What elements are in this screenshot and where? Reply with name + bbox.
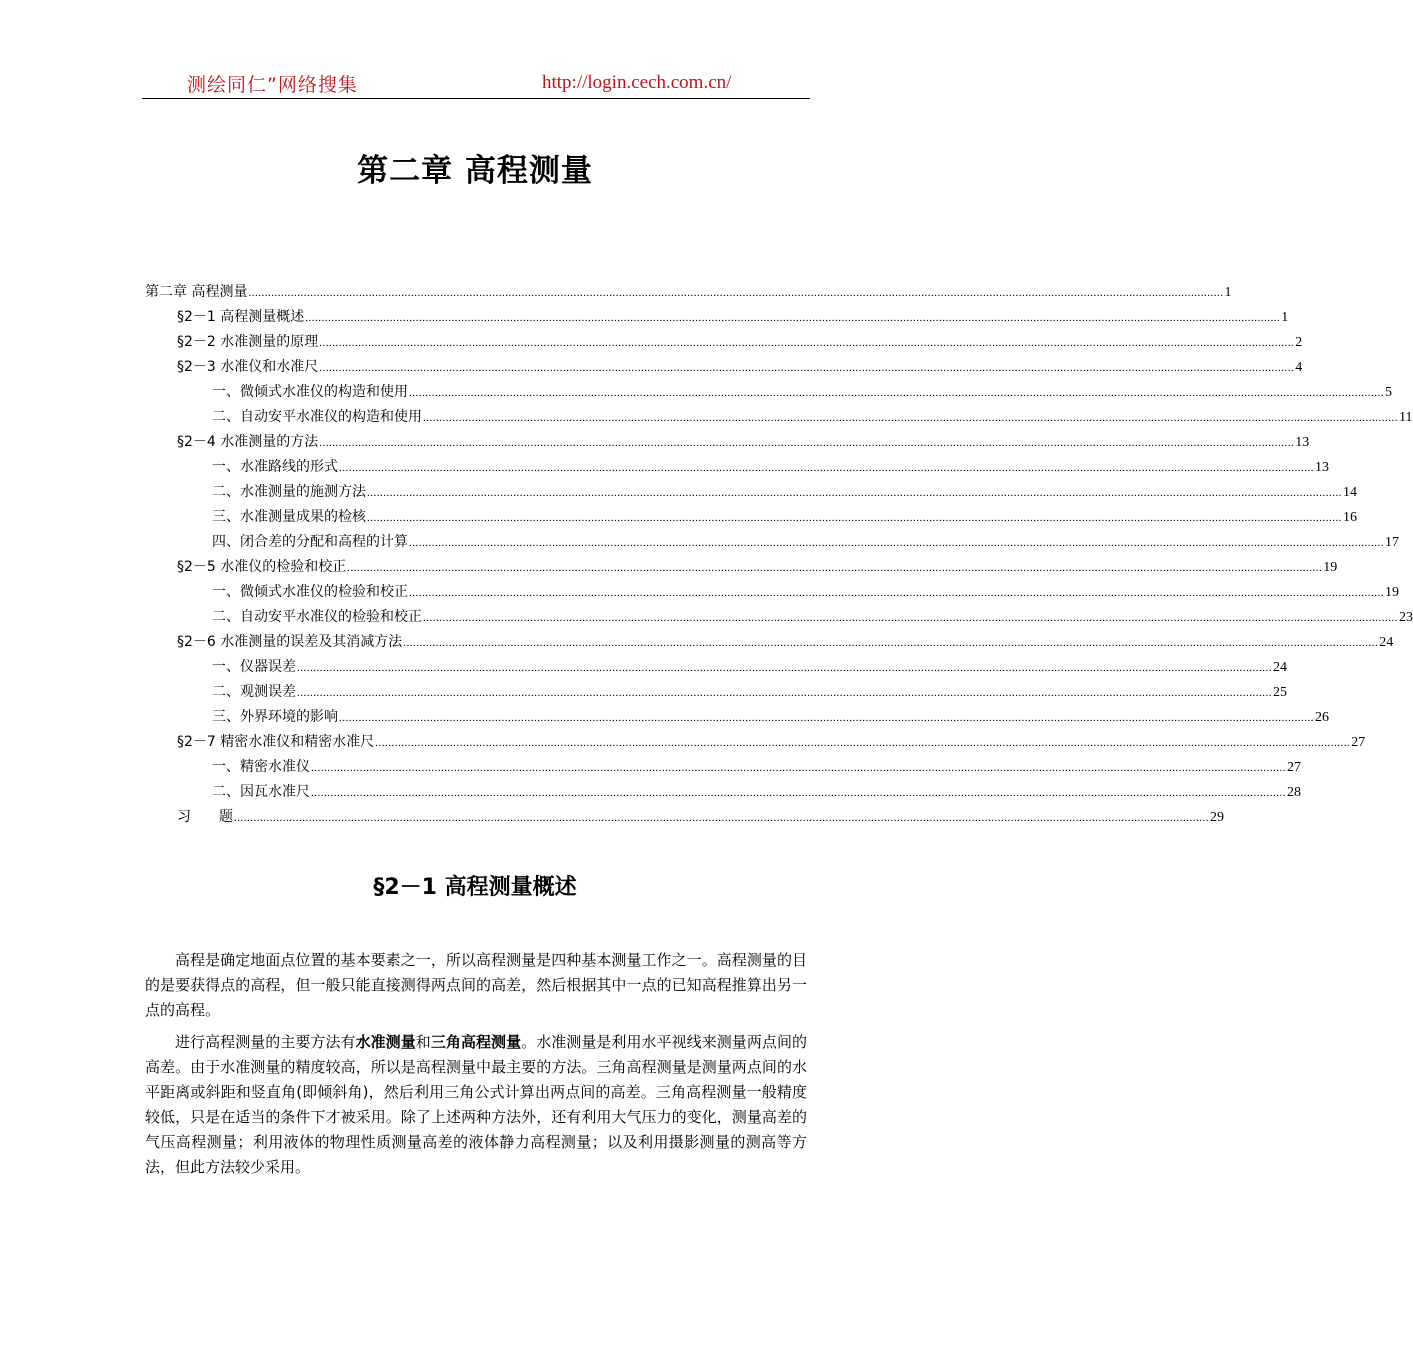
toc-entry-label: 三、外界环境的影响 xyxy=(212,709,338,725)
toc-leader-dots: ............................................................................................................................................................................................................................................................................................................ xyxy=(319,362,1295,374)
toc-entry-label: §2－5 水准仪的检验和校正 xyxy=(177,559,347,575)
toc-leader-dots: ............................................................................................................................................................................................................................................................................................................ xyxy=(339,712,1314,724)
toc-entry-page: 13 xyxy=(1315,460,1329,475)
table-of-contents xyxy=(145,281,1413,831)
toc-entry-label: §2－2 水准测量的原理 xyxy=(177,334,319,350)
paragraph-2 xyxy=(145,1030,807,1180)
body-text xyxy=(145,948,807,1187)
toc-leader-dots: ............................................................................................................................................................................................................................................................................................................ xyxy=(409,387,1384,399)
toc-entry-page: 27 xyxy=(1351,735,1366,750)
toc-entry-page: 16 xyxy=(1343,510,1357,525)
toc-entry[interactable] xyxy=(145,531,1399,556)
toc-entry-page: 23 xyxy=(1399,610,1413,625)
toc-entry-label: 三、水准测量成果的检核 xyxy=(212,509,366,525)
toc-entry-label: §2－1 高程测量概述 xyxy=(177,309,305,325)
toc-leader-dots: ............................................................................................................................................................................................................................................................................................................ xyxy=(409,537,1384,549)
toc-leader-dots: ............................................................................................................................................................................................................................................................................................................ xyxy=(319,337,1295,349)
paragraph-2-text: 和 xyxy=(415,1033,431,1051)
toc-entry-page: 19 xyxy=(1385,585,1399,600)
toc-entry[interactable] xyxy=(145,556,1338,581)
toc-entry-label: 一、水准路线的形式 xyxy=(212,459,338,475)
toc-entry[interactable] xyxy=(145,381,1392,406)
toc-entry[interactable] xyxy=(145,306,1289,331)
toc-entry-page: 17 xyxy=(1385,535,1399,550)
toc-entry-page: 13 xyxy=(1295,435,1310,450)
toc-entry-page: 14 xyxy=(1343,485,1357,500)
toc-leader-dots: ............................................................................................................................................................................................................................................................................................................ xyxy=(311,787,1286,799)
toc-entry[interactable] xyxy=(145,656,1287,681)
toc-entry-label: 一、精密水准仪 xyxy=(212,759,310,775)
toc-leader-dots: ............................................................................................................................................................................................................................................................................................................ xyxy=(234,812,1209,824)
toc-entry-label: 二、因瓦水准尺 xyxy=(212,784,310,800)
toc-entry-label: §2－7 精密水准仪和精密水准尺 xyxy=(177,734,375,750)
paragraph-2-text: 进行高程测量的主要方法有 xyxy=(175,1033,356,1051)
toc-entry-page: 5 xyxy=(1385,385,1392,400)
toc-entry[interactable] xyxy=(145,806,1224,831)
toc-entry[interactable] xyxy=(145,431,1310,456)
toc-entry-label: 二、观测误差 xyxy=(212,684,296,700)
toc-leader-dots: ............................................................................................................................................................................................................................................................................................................ xyxy=(423,612,1398,624)
toc-entry[interactable] xyxy=(145,331,1303,356)
toc-leader-dots: ............................................................................................................................................................................................................................................................................................................ xyxy=(347,562,1323,574)
toc-entry-page: 1 xyxy=(1281,310,1289,325)
toc-entry[interactable] xyxy=(145,606,1413,631)
toc-entry-page: 27 xyxy=(1287,760,1301,775)
toc-entry-page: 28 xyxy=(1287,785,1301,800)
toc-leader-dots: ............................................................................................................................................................................................................................................................................................................ xyxy=(367,487,1342,499)
toc-entry-page: 26 xyxy=(1315,710,1329,725)
term-leveling: 水准测量 xyxy=(355,1033,416,1051)
toc-entry-page: 1 xyxy=(1224,285,1232,300)
toc-entry[interactable] xyxy=(145,356,1303,381)
toc-leader-dots: ............................................................................................................................................................................................................................................................................................................ xyxy=(248,287,1224,299)
toc-entry-label: 四、闭合差的分配和高程的计算 xyxy=(212,534,408,550)
toc-entry[interactable] xyxy=(145,781,1301,806)
toc-leader-dots: ............................................................................................................................................................................................................................................................................................................ xyxy=(311,762,1286,774)
toc-entry-label: §2－4 水准测量的方法 xyxy=(177,434,319,450)
toc-leader-dots: ............................................................................................................................................................................................................................................................................................................ xyxy=(297,662,1272,674)
toc-entry[interactable] xyxy=(145,581,1399,606)
toc-entry[interactable] xyxy=(145,506,1357,531)
toc-leader-dots: ............................................................................................................................................................................................................................................................................................................ xyxy=(423,412,1398,424)
toc-entry-label: 二、水准测量的施测方法 xyxy=(212,484,366,500)
toc-entry[interactable] xyxy=(145,706,1329,731)
toc-entry-label: 第二章 高程测量 xyxy=(145,284,248,300)
paragraph-1: 高程是确定地面点位置的基本要素之一，所以高程测量是四种基本测量工作之一。高程测量的目的是要获得点的高程，但一般只能直接测得两点间的高差，然后根据其中一点的已知高程推算出另一点的高程。 xyxy=(145,951,807,1019)
toc-entry[interactable] xyxy=(145,481,1357,506)
term-trig-leveling: 三角高程测量 xyxy=(430,1033,522,1051)
toc-entry-label: 一、仪器误差 xyxy=(212,659,296,675)
toc-entry-page: 24 xyxy=(1273,660,1287,675)
toc-entry[interactable] xyxy=(145,406,1413,431)
chapter-title: 第二章 高程测量 xyxy=(357,153,593,189)
toc-entry[interactable] xyxy=(145,281,1232,306)
toc-leader-dots: ............................................................................................................................................................................................................................................................................................................ xyxy=(403,637,1379,649)
toc-leader-dots: ............................................................................................................................................................................................................................................................................................................ xyxy=(367,512,1342,524)
header-source-text: 测绘同仁”网络搜集 xyxy=(187,74,358,96)
section-title: §2－1 高程测量概述 xyxy=(373,875,577,900)
toc-entry-label: §2－6 水准测量的误差及其消减方法 xyxy=(177,634,403,650)
toc-leader-dots: ............................................................................................................................................................................................................................................................................................................ xyxy=(297,687,1272,699)
toc-entry-label: §2－3 水准仪和水准尺 xyxy=(177,359,319,375)
toc-entry-page: 4 xyxy=(1295,360,1303,375)
toc-leader-dots: ............................................................................................................................................................................................................................................................................................................ xyxy=(339,462,1314,474)
toc-entry-page: 29 xyxy=(1210,810,1224,825)
toc-entry-label: 一、微倾式水准仪的检验和校正 xyxy=(212,584,408,600)
toc-leader-dots: ............................................................................................................................................................................................................................................................................................................ xyxy=(305,312,1281,324)
toc-entry-page: 19 xyxy=(1323,560,1338,575)
toc-entry-label: 二、自动安平水准仪的检验和校正 xyxy=(212,609,422,625)
toc-entry[interactable] xyxy=(145,631,1394,656)
page-header xyxy=(142,68,810,99)
paragraph-2-text: 。水准测量是利用水平视线来测量两点间的高差。由于水准测量的精度较高，所以是高程测量中最主要的方法。三角高程测量是测量两点间的水平距离或斜距和竖直角(即倾斜角)，然后利用三角公式计算出两点间的高差。三角高程测量一般精度较低，只是在适当的条件下才被采用。除了上述两种方法外，还有利用大气压力的变化，测量高差的气压高程测量；利用液体的物理性质测量高差的液体静力高程测量；以及利用摄影测量的测高等方法，但此方法较少采用。 xyxy=(145,1033,807,1176)
toc-entry-page: 25 xyxy=(1273,685,1287,700)
toc-entry[interactable] xyxy=(145,731,1366,756)
toc-leader-dots: ............................................................................................................................................................................................................................................................................................................ xyxy=(319,437,1295,449)
toc-entry[interactable] xyxy=(145,681,1287,706)
toc-entry-label: 习 题 xyxy=(177,809,233,825)
toc-leader-dots: ............................................................................................................................................................................................................................................................................................................ xyxy=(409,587,1384,599)
toc-entry[interactable] xyxy=(145,456,1329,481)
toc-entry-label: 一、微倾式水准仪的构造和使用 xyxy=(212,384,408,400)
header-url-link[interactable]: http://login.cech.com.cn/ xyxy=(542,72,732,93)
toc-entry-page: 24 xyxy=(1379,635,1394,650)
toc-entry[interactable] xyxy=(145,756,1301,781)
toc-leader-dots: ............................................................................................................................................................................................................................................................................................................ xyxy=(375,737,1351,749)
toc-entry-page: 11 xyxy=(1399,410,1413,425)
toc-entry-page: 2 xyxy=(1295,335,1303,350)
toc-entry-label: 二、自动安平水准仪的构造和使用 xyxy=(212,409,422,425)
